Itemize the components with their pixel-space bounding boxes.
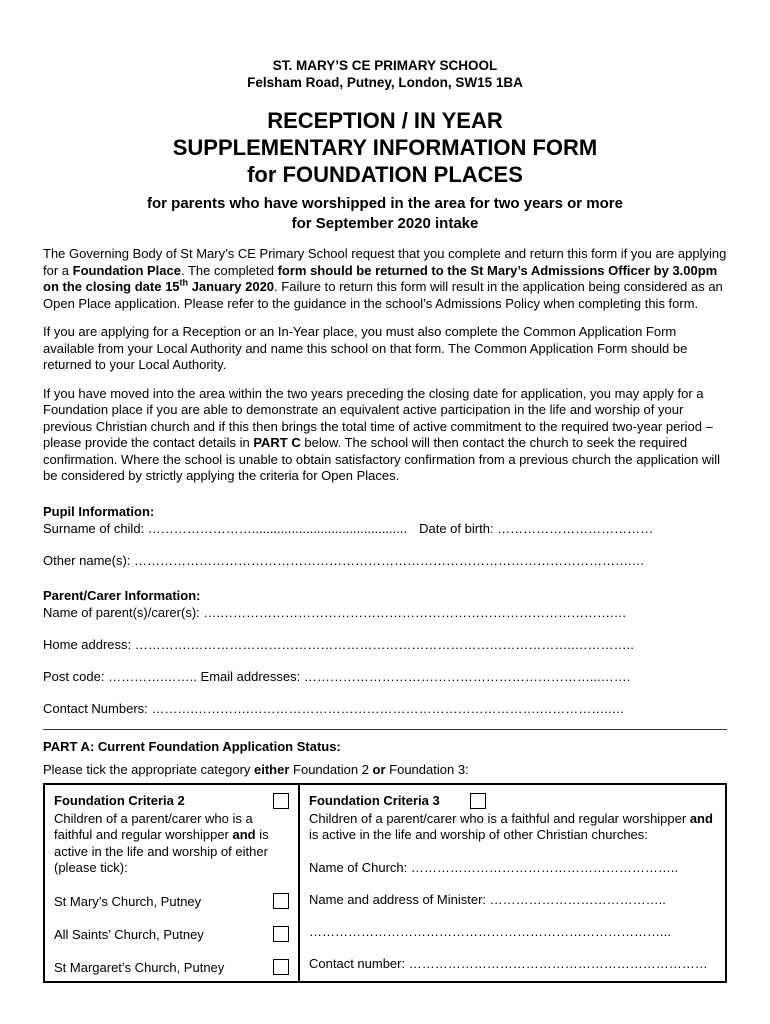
dob-fill-line[interactable]: ………………………………: [497, 520, 654, 536]
st-margarets-church-checkbox[interactable]: [273, 959, 289, 975]
bold-text: and: [689, 810, 713, 826]
minister-label: Name and address of Minister:: [309, 891, 487, 907]
minister-continuation-row: [309, 923, 716, 940]
part-a-heading: PART A: Current Foundation Application Status:: [43, 738, 341, 754]
email-label: Email addresses:: [200, 668, 301, 684]
criteria-3-checkbox[interactable]: [470, 793, 486, 809]
all-saints-church-label: All Saints’ Church, Putney: [54, 926, 204, 942]
form-subtitle: [43, 194, 727, 234]
form-title-line-1: RECEPTION / IN YEAR: [267, 108, 503, 133]
church-row-st-marys: [54, 893, 289, 910]
parent-carer-information-heading: Parent/Carer Information:: [43, 587, 201, 603]
superscript-th: th: [179, 277, 189, 288]
parent-name-row: [43, 604, 727, 621]
postcode-fill-line[interactable]: ………….……..: [108, 668, 197, 684]
home-address-fill-line[interactable]: ………….……………………………………………………………………………..…………..: [134, 636, 634, 652]
bold-text: and: [232, 827, 256, 842]
form-title: [43, 107, 727, 188]
bold-text: either: [254, 761, 290, 777]
surname-row: [43, 520, 727, 537]
other-names-fill-line[interactable]: …………………………………………………………………………………………………….…: [134, 552, 645, 568]
minister-fill-line-2[interactable]: ………………………………………………………………………...: [309, 923, 671, 939]
parent-name-fill-line[interactable]: ….……………………………………………………………………………….…: [203, 604, 627, 620]
form-title-line-3: for FOUNDATION PLACES: [247, 162, 523, 187]
foundation-criteria-2-cell: [45, 785, 300, 981]
bold-text: Foundation Place: [72, 262, 181, 278]
text-segment: below. The school will then contact the church to seek the required confirmation. Where the school is unable to obtain satisfactory confirmation from a previous church the application will be considered by strictly applying the criteria for Open Places.: [43, 435, 721, 483]
intro-paragraph-2: If you are applying for a Reception or an In-Year place, you must also complete the Common Application Form available from your Local Authority and name this school on that form. The Common Application Form should be returned to your Local Authority.: [43, 324, 688, 372]
name-of-church-fill-line[interactable]: ……………………………………………………..: [410, 859, 679, 875]
text-segment: If you have moved into the area within the two years preceding the closing date for application, you may apply for a Foundation place if you are able to demonstrate an equivalent active participation in the life and worship of your previous Christian church and if this then brings the total time of active commitment to the required two-year period – please provide the contact details in: [43, 385, 713, 450]
school-name: ST. MARY’S CE PRIMARY SCHOOL: [272, 58, 498, 73]
foundation-criteria-3-cell: [300, 785, 725, 981]
other-names-label: Other name(s):: [43, 552, 131, 568]
criteria-2-header: [54, 792, 289, 809]
home-address-row: [43, 636, 727, 653]
criteria-3-header: [309, 792, 716, 809]
part-a-instruction: [43, 761, 727, 778]
intro-paragraph-1: [43, 246, 727, 312]
criteria-3-title: Foundation Criteria 3: [309, 792, 440, 808]
criteria-2-checkbox[interactable]: [273, 793, 289, 809]
contact-number-row: [309, 955, 716, 972]
intro-paragraph-3: [43, 386, 727, 485]
bold-text: PART C: [253, 435, 301, 450]
text-segment: Please tick the appropriate category: [43, 761, 255, 777]
text-segment: . The completed: [180, 262, 278, 278]
pupil-information-heading: Pupil Information:: [43, 503, 155, 519]
all-saints-church-checkbox[interactable]: [273, 926, 289, 942]
text-segment: Children of a parent/carer who is a faithful and regular worshipper: [54, 810, 253, 842]
church-row-all-saints: [54, 926, 289, 943]
contact-numbers-label: Contact Numbers:: [43, 700, 148, 716]
dob-label: Date of birth:: [419, 520, 494, 536]
st-margarets-church-label: St Margaret’s Church, Putney: [54, 959, 225, 975]
parent-name-label: Name of parent(s)/carer(s):: [43, 604, 200, 620]
school-address: Felsham Road, Putney, London, SW15 1BA: [247, 75, 523, 90]
postcode-label: Post code:: [43, 668, 105, 684]
text-segment: is active in the life and worship of either (please tick):: [54, 827, 269, 875]
criteria-2-description: [54, 811, 289, 877]
surname-fill-line[interactable]: ……………………...........................................: [147, 520, 408, 536]
minister-fill-line[interactable]: …………………………………..: [489, 891, 666, 907]
bold-text: January 2020: [188, 279, 275, 294]
name-of-church-row: [309, 859, 716, 876]
contact-numbers-fill-line[interactable]: ……….………….………………………………………………………….……………..…: [151, 700, 625, 716]
st-marys-church-checkbox[interactable]: [273, 893, 289, 909]
form-subtitle-line-2: for September 2020 intake: [291, 215, 479, 232]
church-row-st-margarets: [54, 959, 289, 976]
text-segment: . Failure to return this form will result in the application being considered as an Open Place application. Please refer to the guidance in the school’s Admissions Policy when completing this form.: [43, 279, 723, 311]
contact-number-fill-line[interactable]: ……………………………………………………………: [408, 955, 708, 971]
bold-text: form should be returned to the St Mary’s Admissions Officer by 3.00pm on the closing date 15: [43, 262, 718, 294]
text-segment: The Governing Body of St Mary’s CE Primary School request that you complete and return this form if you are applying for a: [43, 246, 727, 278]
postcode-email-row: [43, 668, 727, 685]
name-of-church-label: Name of Church:: [309, 859, 408, 875]
form-title-line-2: SUPPLEMENTARY INFORMATION FORM: [172, 135, 598, 160]
criteria-3-description: [309, 811, 716, 844]
contact-number-label: Contact number:: [309, 955, 406, 971]
minister-row: [309, 891, 716, 908]
other-names-row: [43, 552, 727, 569]
contact-numbers-row: [43, 700, 727, 717]
text-segment: Children of a parent/carer who is a faithful and regular worshipper: [309, 810, 690, 826]
form-subtitle-line-1: for parents who have worshipped in the area for two years or more: [147, 195, 623, 212]
text-segment: is active in the life and worship of other Christian churches:: [309, 827, 648, 842]
surname-label: Surname of child:: [43, 520, 145, 536]
text-segment: Foundation 2: [289, 761, 373, 777]
email-fill-line[interactable]: …………………………………………………………...…….: [303, 668, 631, 684]
section-divider: [43, 729, 727, 730]
criteria-2-title: Foundation Criteria 2: [54, 792, 185, 808]
home-address-label: Home address:: [43, 636, 132, 652]
st-marys-church-label: St Mary’s Church, Putney: [54, 893, 202, 909]
text-segment: Foundation 3:: [385, 761, 469, 777]
foundation-criteria-table: [43, 783, 727, 983]
bold-text: or: [372, 761, 386, 777]
